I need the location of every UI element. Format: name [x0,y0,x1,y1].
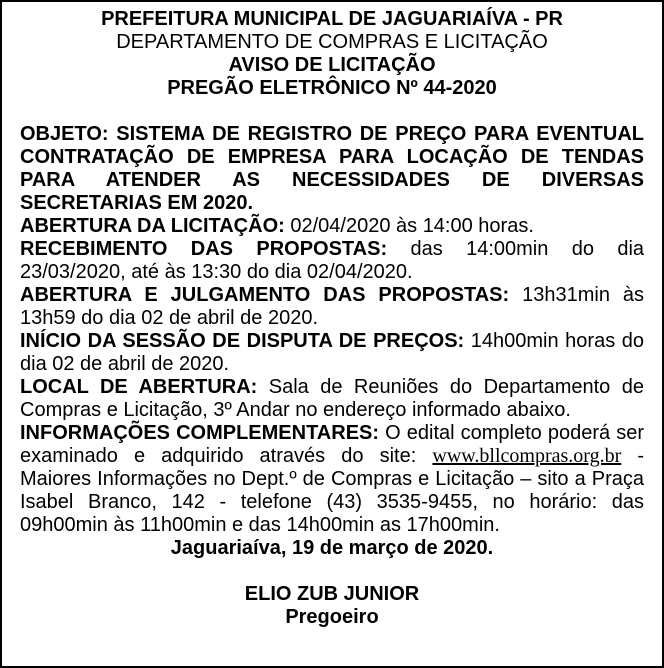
header-line: AVISO DE LICITAÇÃO [228,54,436,76]
paragraph-recebimento-das-propostas [20,238,644,284]
text-segment: RECEBIMENTO DAS PROPOSTAS: [20,238,388,260]
text-segment: ABERTURA DA LICITAÇÃO: [20,215,285,237]
paragraph-objeto [20,123,644,215]
text-segment: Sala de Reuniões do Departamento de Compras e Licitação, 3º Andar no endereço informado abaixo. [20,376,644,421]
header-line: PREGÃO ELETRÔNICO Nº 44-2020 [167,77,497,99]
footer-spacer [20,560,644,583]
text-segment: LOCAL DE ABERTURA: [20,376,258,398]
text-segment: INFORMAÇÕES COMPLEMENTARES: [20,422,380,444]
paragraph-inicio-da-sessao [20,330,644,376]
text-segment: ABERTURA E JULGAMENTO DAS PROPOSTAS: [20,284,510,306]
notice-body [20,123,644,537]
text-segment: das 14:00min do dia 23/03/2020, até às 13:30 do dia 02/04/2020. [20,238,645,283]
text-segment: - Maiores Informações no Dept.º de Compras e Licitação – sito a Praça Isabel Branco, 142 - telefone (43) 3535-9455, no horário: das 09h00min às 11h00min e das 14h00min as 17h00min. [20,445,644,536]
site-link[interactable]: www.bllcompras.org.br [432,445,622,467]
notice-header [20,8,644,100]
text-segment: INÍCIO DA SESSÃO DE DISPUTA DE PREÇOS: [20,330,465,352]
text-segment: O edital completo poderá ser examinado e adquirido através do site: [20,422,645,467]
text-segment: 14h00min horas do dia 02 de abril de 2020. [20,330,644,375]
header-line: PREFEITURA MUNICIPAL DE JAGUARIAÍVA - PR [101,8,563,30]
text-segment: 02/04/2020 às 14:00 horas. [284,215,534,237]
signature-name: ELIO ZUB JUNIOR [244,583,420,605]
header-line: DEPARTAMENTO DE COMPRAS E LICITAÇÃO [116,31,548,53]
notice-footer [20,537,644,629]
paragraph-abertura-e-julgamento [20,284,644,330]
signature-role: Pregoeiro [285,606,379,628]
paragraph-informacoes-complementares [20,422,644,537]
paragraph-abertura-da-licitacao [20,215,644,238]
date-line: Jaguariaíva, 19 de março de 2020. [170,537,494,559]
text-segment: 13h31min às 13h59 do dia 02 de abril de 2020. [20,284,644,329]
text-segment: OBJETO: SISTEMA DE REGISTRO DE PREÇO PARA EVENTUAL CONTRATAÇÃO DE EMPRESA PARA LOCAÇÃO DE TENDAS PARA ATENDER AS NECESSIDADES DE DIVERSAS SECRETARIAS EM 2020. [20,123,644,214]
paragraph-local-de-abertura [20,376,644,422]
